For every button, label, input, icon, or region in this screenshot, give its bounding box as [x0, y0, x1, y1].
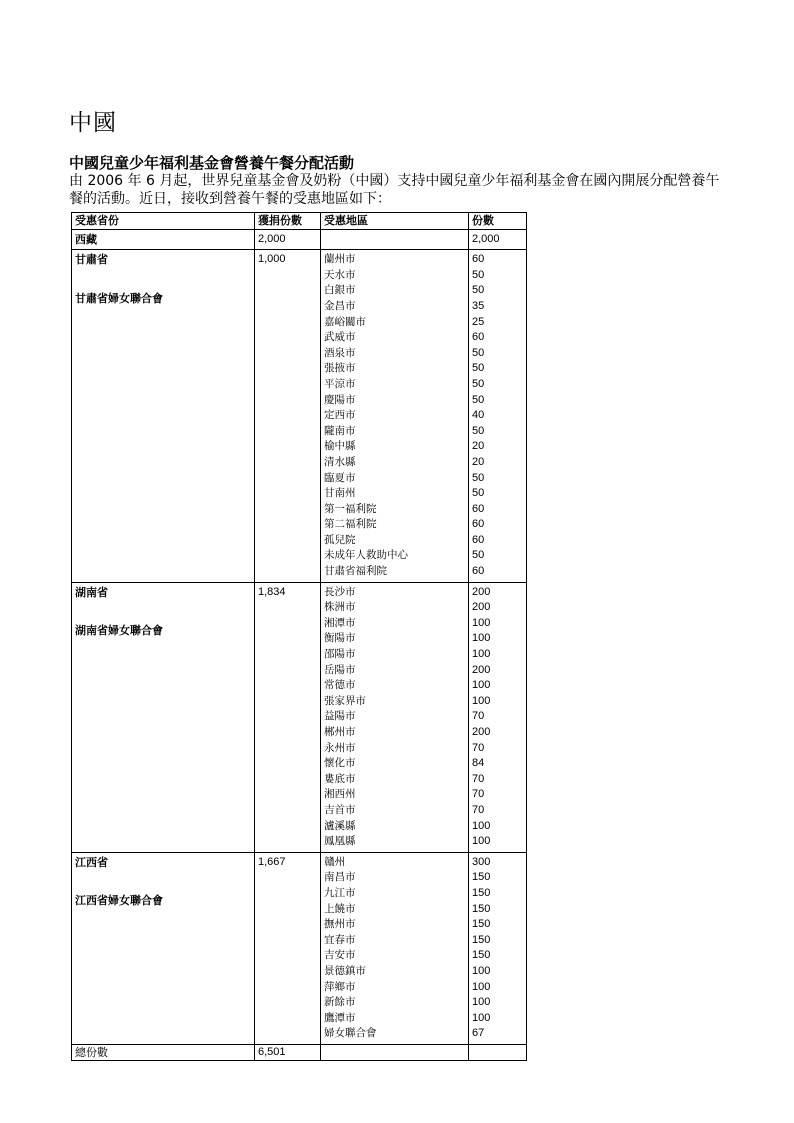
received-count: 1,000 [255, 250, 321, 582]
region-count: 70 [472, 803, 485, 816]
region-list [321, 250, 469, 582]
province-name: 甘肅省 [75, 253, 108, 267]
region-count: 100 [472, 980, 491, 993]
region-name: 岳陽市 [324, 663, 356, 676]
received-count: 1,834 [255, 582, 321, 852]
received-count: 1,667 [255, 852, 321, 1044]
header-received: 獲捐份數 [255, 213, 321, 230]
region-count: 40 [472, 409, 485, 422]
province-association: 江西省婦女聯合會 [75, 894, 163, 908]
region-count: 50 [472, 284, 485, 297]
region-name: 第二福利院 [324, 518, 377, 531]
region-name: 鳳凰縣 [324, 835, 356, 848]
region-count: 100 [472, 996, 491, 1009]
region-name: 鷹潭市 [324, 1011, 356, 1024]
region-count: 200 [472, 585, 491, 598]
region-name: 常德市 [324, 679, 356, 692]
region-count: 50 [472, 424, 485, 437]
total-empty-region [321, 1044, 469, 1061]
region-count: 70 [472, 710, 485, 723]
region-list [321, 229, 469, 250]
region-name: 吉首市 [324, 803, 356, 816]
region-name: 衡陽市 [324, 632, 356, 645]
region-count: 200 [472, 663, 491, 676]
region-count: 150 [472, 918, 491, 931]
region-name: 萍鄉市 [324, 980, 356, 993]
received-count: 2,000 [255, 229, 321, 250]
region-count: 100 [472, 648, 491, 661]
region-count: 150 [472, 886, 491, 899]
region-name: 慶陽市 [324, 393, 356, 406]
region-count: 100 [472, 679, 491, 692]
region-name: 湘潭市 [324, 616, 356, 629]
region-count: 50 [472, 362, 485, 375]
region-name: 天水市 [324, 268, 356, 281]
region-name: 郴州市 [324, 726, 356, 738]
region-count: 100 [472, 835, 491, 848]
table-header-row [72, 213, 527, 230]
region-count: 70 [472, 788, 485, 801]
total-empty-count [469, 1044, 527, 1061]
region-count: 100 [472, 1011, 491, 1024]
region-name: 酒泉市 [324, 346, 356, 359]
region-name: 張家界市 [324, 694, 366, 707]
donation-table [71, 212, 527, 1061]
table-row [72, 582, 527, 852]
province-name: 江西省 [75, 855, 108, 869]
region-name: 吉安市 [324, 949, 356, 962]
region-count: 70 [472, 741, 485, 754]
region-name: 長沙市 [324, 585, 356, 598]
header-province: 受惠省份 [72, 213, 255, 230]
region-count: 60 [472, 565, 485, 578]
region-name: 湘西州 [324, 788, 356, 801]
region-count: 50 [472, 549, 485, 562]
region-count: 50 [472, 268, 485, 281]
region-count: 50 [472, 377, 485, 390]
region-count: 35 [472, 299, 485, 312]
region-name: 株洲市 [324, 601, 356, 614]
total-row [72, 1044, 527, 1061]
region-name: 甘肅省福利院 [324, 565, 387, 578]
region-name: 隴南市 [324, 424, 356, 437]
region-name: 上饒市 [324, 902, 356, 915]
count-list [469, 582, 527, 852]
region-list [321, 582, 469, 852]
region-count: 50 [472, 346, 485, 359]
region-count: 60 [472, 331, 485, 344]
table-row [72, 250, 527, 582]
region-name: 張掖市 [324, 362, 356, 375]
region-count: 200 [472, 726, 491, 738]
region-name [324, 232, 465, 248]
count-list [469, 852, 527, 1044]
region-count: 100 [472, 819, 491, 832]
region-name: 撫州市 [324, 918, 356, 931]
region-name: 婦女聯合會 [324, 1027, 377, 1040]
region-name: 婁底市 [324, 772, 356, 785]
province-cell [72, 250, 255, 582]
region-name: 益陽市 [324, 710, 356, 723]
region-name: 孤兒院 [324, 533, 356, 546]
region-count: 25 [472, 315, 485, 328]
region-count: 70 [472, 772, 485, 785]
region-count: 150 [472, 933, 491, 946]
region-list [321, 852, 469, 1044]
count-list [469, 250, 527, 582]
region-name: 榆中縣 [324, 440, 356, 453]
province-cell [72, 229, 255, 250]
region-name: 未成年人救助中心 [324, 549, 408, 562]
section-title: 中國兒童少年福利基金會營養午餐分配活動 [69, 154, 355, 172]
province-cell [72, 582, 255, 852]
province-association: 湖南省婦女聯合會 [75, 624, 163, 638]
province-cell [72, 852, 255, 1044]
region-count: 150 [472, 949, 491, 962]
region-count: 300 [472, 855, 491, 868]
region-count: 67 [472, 1027, 485, 1040]
region-count: 100 [472, 964, 491, 977]
region-name: 新餘市 [324, 996, 356, 1009]
region-name: 瀘溪縣 [324, 819, 356, 832]
province-name: 西藏 [75, 232, 97, 246]
region-count: 2,000 [472, 232, 500, 245]
region-count: 84 [472, 757, 485, 770]
region-count: 100 [472, 694, 491, 707]
region-name: 景德鎮市 [324, 964, 366, 977]
region-count: 60 [472, 533, 485, 546]
region-name: 邵陽市 [324, 648, 356, 661]
region-count: 20 [472, 455, 485, 468]
region-name: 白銀市 [324, 284, 356, 297]
region-count: 60 [472, 253, 485, 266]
region-name: 甘南州 [324, 487, 356, 500]
intro-paragraph: 由 2006 年 6 月起，世界兒童基金會及奶粉（中國）支持中國兒童少年福利基金會在國內開展分配營養午餐的活動。近日，接收到營養午餐的受惠地區如下： [69, 173, 720, 207]
region-count: 50 [472, 471, 485, 484]
region-name: 宜春市 [324, 933, 356, 946]
total-label: 總份數 [72, 1044, 255, 1061]
region-count: 50 [472, 487, 485, 500]
header-region: 受惠地區 [321, 213, 469, 230]
region-count: 150 [472, 871, 491, 884]
table-body [72, 229, 527, 1044]
region-count: 100 [472, 616, 491, 629]
region-name: 平涼市 [324, 377, 356, 390]
region-count: 60 [472, 518, 485, 531]
total-value: 6,501 [255, 1044, 321, 1061]
region-name: 嘉峪關市 [324, 315, 366, 328]
region-name: 永州市 [324, 741, 356, 754]
region-name: 金昌市 [324, 299, 356, 312]
table-row [72, 229, 527, 250]
region-name: 蘭州市 [324, 253, 356, 266]
region-count: 100 [472, 632, 491, 645]
country-heading: 中國 [69, 110, 117, 136]
region-count: 60 [472, 502, 485, 515]
table-row [72, 852, 527, 1044]
province-association: 甘肅省婦女聯合會 [75, 291, 163, 305]
region-count: 20 [472, 440, 485, 453]
count-list [469, 229, 527, 250]
region-name: 定西市 [324, 409, 356, 422]
region-count: 200 [472, 601, 491, 614]
region-name: 懷化市 [324, 757, 356, 770]
header-count: 份數 [469, 213, 527, 230]
province-name: 湖南省 [75, 585, 108, 599]
region-name: 贛州 [324, 855, 345, 868]
region-name: 南昌市 [324, 871, 356, 884]
region-name: 第一福利院 [324, 502, 377, 515]
region-count: 150 [472, 902, 491, 915]
region-name: 清水縣 [324, 455, 356, 468]
region-count: 50 [472, 393, 485, 406]
region-name: 臨夏市 [324, 471, 356, 484]
region-name: 九江市 [324, 886, 356, 899]
region-name: 武威市 [324, 331, 356, 344]
